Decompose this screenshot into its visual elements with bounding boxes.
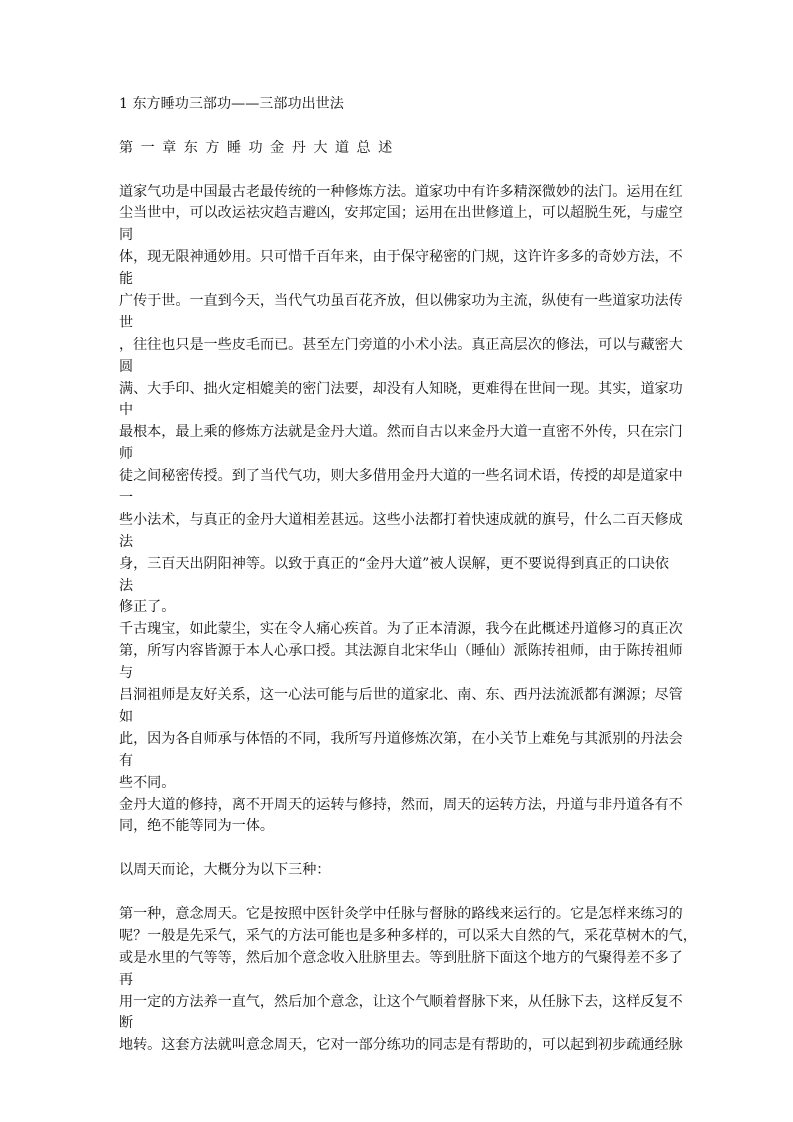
text-line: 同 — [119, 227, 134, 244]
text-line: 道家气功是中国最古老最传统的一种修炼方法。道家功中有许多精深微妙的法门。运用在红 — [119, 183, 683, 200]
text-line: 第一种，意念周天。它是按照中医针灸学中任脉与督脉的路线来运行的。它是怎样来练习的 — [119, 905, 683, 922]
text-line: 以周天而论，大概分为以下三种： — [119, 862, 331, 879]
text-line: ，往往也只是一些皮毛而已。甚至左门旁道的小术小法。真正高层次的修法，可以与藏密大 — [119, 336, 683, 353]
text-line: 再 — [119, 971, 134, 988]
text-line: 或是水里的气等等，然后加个意念收入肚脐里去。等到肚脐下面这个地方的气聚得差不多了 — [119, 949, 683, 966]
text-line: 圆 — [119, 358, 134, 375]
text-line: 能 — [119, 271, 134, 288]
document-title: 1 东方睡功三部功——三部功出世法 — [119, 96, 344, 112]
blank-line — [119, 160, 699, 182]
text-line: 尘当世中，可以改运祛灾趋吉避凶，安邦定国；运用在出世修道上，可以超脱生死，与虚空 — [119, 205, 683, 222]
text-line: 世 — [119, 314, 134, 331]
text-line: 金丹大道的修持，离不开周天的运转与修持，然而，周天的运转方法，丹道与非丹道各有不 — [119, 796, 683, 813]
text-line: 同，绝不能等同为一体。 — [119, 818, 275, 835]
text-line: 用一定的方法养一直气，然后加个意念，让这个气顺着督脉下来，从任脉下去，这样反复不 — [119, 993, 683, 1010]
text-line: 如 — [119, 708, 134, 725]
text-line: 中 — [119, 402, 134, 419]
text-line: 断 — [119, 1015, 134, 1032]
text-line: 些小法术，与真正的金丹大道相差甚远。这些小法都打着快速成就的旗号，什么二百天修成 — [119, 511, 683, 528]
blank-line — [119, 838, 699, 860]
text-line: 体，现无限神通妙用。只可惜千百年来，由于保守秘密的门规，这许许多多的奇妙方法，不 — [119, 249, 683, 266]
text-line: 呢？一般是先采气，采气的方法可能也是多种多样的，可以采大自然的气，采花草树木的气， — [119, 927, 697, 944]
text-line: 身，三百天出阴阳神等。以致于真正的“金丹大道”被人误解，更不要说得到真正的口诀依 — [119, 555, 669, 572]
document-page — [119, 94, 699, 1057]
text-line: 修正了。 — [119, 599, 176, 616]
text-line: 广传于世。一直到今天，当代气功虽百花齐放，但以佛家功为主流，纵使有一些道家功法传 — [119, 293, 683, 310]
text-line: 吕洞祖师是友好关系，这一心法可能与后世的道家北、南、东、西丹法流派都有渊源；尽管 — [119, 687, 683, 704]
chapter-heading: 第一章东方睡功金丹大道总述 — [119, 139, 400, 156]
text-line: 法 — [119, 533, 134, 550]
text-line: 有 — [119, 752, 134, 769]
text-line: 满、大手印、拙火定相媲美的密门法要，却没有人知晓，更难得在世间一现。其实，道家功 — [119, 380, 683, 397]
blank-line — [119, 882, 699, 904]
text-line: 第，所写内容皆源于本人心承口授。其法源自北宋华山（睡仙）派陈抟祖师，由于陈抟祖师 — [119, 643, 683, 660]
text-line: 此，因为各自师承与体悟的不同，我所写丹道修炼次第，在小关节上难免与其派别的丹法会 — [119, 730, 683, 747]
text-line: 与 — [119, 665, 134, 682]
text-line: 千古瑰宝，如此蒙尘，实在令人痛心疾首。为了正本清源，我今在此概述丹道修习的真正次 — [119, 621, 683, 638]
text-line: 地转。这套方法就叫意念周天，它对一部分练功的同志是有帮助的，可以起到初步疏通经脉 — [119, 1037, 683, 1054]
text-line: 徒之间秘密传授。到了当代气功，则大多借用金丹大道的一些名词术语，传授的却是道家中 — [119, 468, 683, 485]
body-text — [119, 182, 699, 1058]
text-line: 些不同。 — [119, 774, 176, 791]
text-line: 最根本，最上乘的修炼方法就是金丹大道。然而自古以来金丹大道一直密不外传，只在宗门 — [119, 424, 683, 441]
text-line: 法 — [119, 577, 134, 594]
text-line: 师 — [119, 446, 134, 463]
blank-line — [119, 116, 699, 138]
text-line: 一 — [119, 490, 134, 507]
